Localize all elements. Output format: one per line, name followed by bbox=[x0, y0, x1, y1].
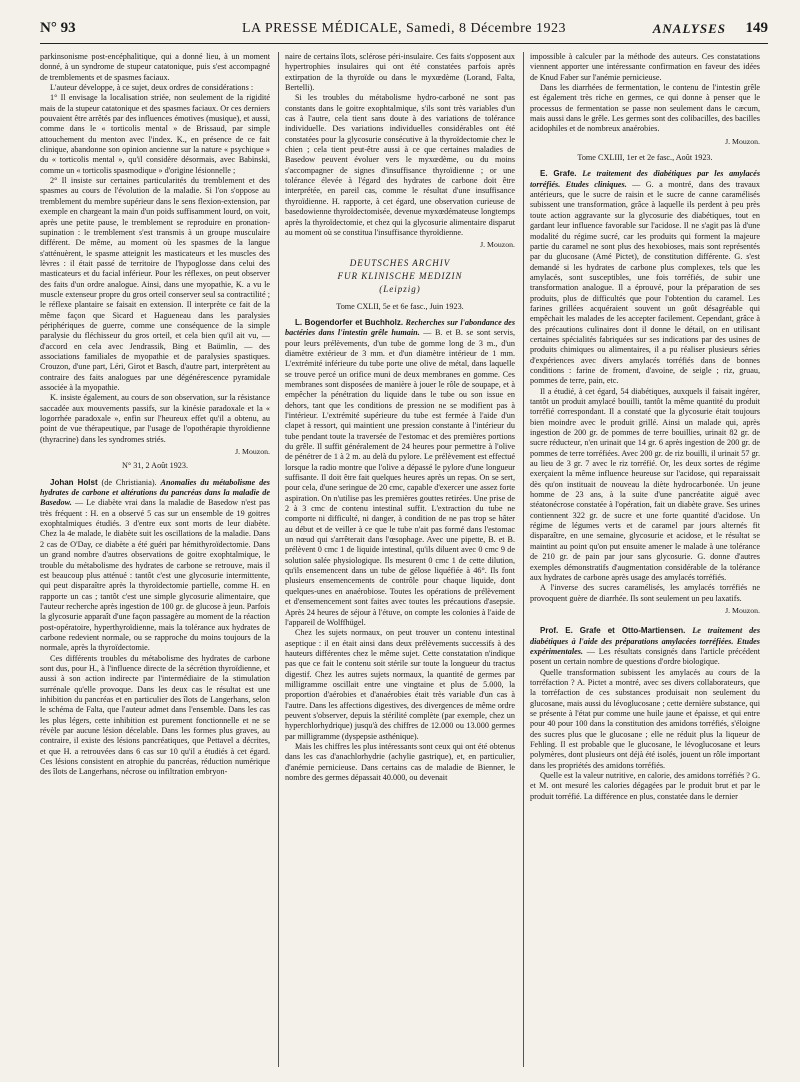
signature: J. Mouzon. bbox=[235, 447, 270, 457]
signature: J. Mouzon. bbox=[480, 240, 515, 250]
paragraph: L'auteur développe, à ce sujet, deux ordres de considérations : bbox=[50, 83, 254, 93]
abstract-title: Le traitement des diabétiques par les amylacés torréfiés. Etudes cliniques. bbox=[530, 169, 760, 189]
paragraph: 2° Il insiste sur certaines particularités du tremblement et des spasmes au cours de l'évolution de la maladie. Si l'on s'oppose au tremblement du membre supérieur dans le sens flexion-extension, par exemple en chargeant la main d'un poids suffisamment lourd, on voit, après une petite pause, le tremblement se reproduire en pronation-supination : le tremblement s'est transmis à un groupe musculaire différent. De même, au moment où les spasmes de la langue s'atténuèrent, le spasme atteignit les masticateurs et les muscles des lèvres : il était passé de territoire de l'hypoglosse dans celui des masticateurs et du facial inférieur. Pour les réflexes, on peut observer des faits d'un ordre analogue. Ainsi, dans une myopathie, K. a vu le muscle extenseur propre du gros orteil conserver seul sa contractilité ; le réflexe plantaire se faisait en extension. Il interprète ce fait de la même façon que Sicard et Hagueneau dans les paralysies périphériques de guerre, comme une conséquence de la simple paralysie du fléchisseur du gros orteil, et cela bien qu'il ait vu, — d'accord en cela avec Jendrassik, Bing et Baümlin, — des associations familiales de myopathie et de paralysies spastiques. Crouzon, d'une part, Léri, Girot et Basch, d'autre part, interprètent au contraire des faits analogues par une dégénérescence pyramidale associée à la myopathie. bbox=[40, 176, 270, 392]
abstract bbox=[530, 626, 760, 667]
author: E. Grafe. bbox=[540, 169, 577, 179]
paragraph: Dans les diarrhées de fermentation, le contenu de l'intestin grêle est également très riche en germes, ce qui donne à penser que le processus de fermentation se passe non seulement dans le cæcum, mais aussi dans le grêle. Les germes sont des colibacilles, des bacilles acidophiles et de nombreux anaérobies. bbox=[530, 83, 760, 134]
paragraph: Si les troubles du métabolisme hydro-carboné ne sont pas constants dans le goitre exophtalmique, s'ils sont très variables d'un cas à l'autre, cela tient sans doute à des variations de tolérance individuelle. Des variations individuelles considérables ont été constatées pour la glycosurie consécutive à la thyroïdectomie chez le chien ; cela tient peut-être aussi à ce que certaines maladies de Basedow peuvent évoluer vers le myxœdème, ou du moins s'accompagner de signes d'insuffisance thyroïdienne ; or une tolérance élevée à l'égard des hydrates de carbone doit être interprétée, en pareil cas, comme le résultat d'une insuffisance thyroïdienne. H. rapporte, à cet égard, une observation curieuse de basedowienne thyroïdectomisée, devenue myxœdémateuse longtemps après la thyroïdectomie, et chez qui la glycosurie alimentaire disparut au moment où se constitua l'insuffisance thyroïdienne. bbox=[285, 93, 515, 237]
page-number: 149 bbox=[745, 20, 768, 36]
journal-name-line: FUR KLINISCHE MEDIZIN bbox=[337, 270, 463, 281]
column-2 bbox=[285, 52, 515, 1072]
abstract bbox=[285, 318, 515, 628]
section-title: ANALYSES bbox=[652, 21, 726, 36]
paragraph: Quelle est la valeur nutritive, en calorie, des amidons torréfiés ? G. et M. ont mesuré les calories dégagées par le produit brut et par le produit torréfié. La différence en plus, constatée dans le dernier bbox=[530, 771, 760, 801]
paragraph: K. insiste également, au cours de son observation, sur la résistance saccadée aux mouvements passifs, sur la kinésie paradoxale et la « logorrhée paradoxale », enfin sur l'heureux effet qu'il a obtenu, au point de vue thérapeutique, par l'usage de l'opothérapie thyroïdienne (thyracrine) dans les syndromes striés. bbox=[40, 393, 270, 444]
volume-line: Tome CXLII, 5e et 6e fasc., Juin 1923. bbox=[336, 301, 464, 311]
abstract-title: Anomalies du métabolisme des hydrates de carbone et altérations du pancréas dans la maladie de Basedow. bbox=[40, 477, 270, 508]
paragraph: Il a étudié, à cet égard, 54 diabétiques, auxquels il faisait ingérer, tantôt un produit amylacé bouilli, tantôt la même quantité du produit torréfié correspondant. Il a constaté que la glycosurie était toujours bien moindre avec le produit grillé. Ainsi un malade qui, après ingestion de 200 gr. de pommes de terre bouillies, urinait 82 gr. de sucre réducteur, n'en urinait que 14 gr. 6 après ingestion de 200 gr. de pommes de terre torréfiées. Avec 200 gr. de riz bouilli, il urinait 57 gr. au lieu de 3 gr. 7 avec le riz torréfié. Or, les deux sortes de régime exerçaient la même influence heureuse sur l'acidose, qui reparaissait dès qu'on instituait de nouveau la diète hydrocarbonée. Un jeune homme de 23 ans, à la suite d'une pancréatite aiguë avec stéatonécrose constatée à l'opération, fait un diabète grave. Ses urines contiennent 322 gr. de sucre et une forte quantité d'acidose. Un régime de légumes verts et de caramel par jours alternés fit disparaître, en une semaine, glycosurie et acidose, et le résultat se maintint au point qu'on put ensuite amener le malade à une tolérance de 210 gr. de pain par jour sans glycosurie. G. donne d'autres exemples démonstratifs d'augmentation considérable de la tolérance aux hydrates de carbone après usage des amylacés torréfiés. bbox=[530, 386, 760, 582]
journal-name bbox=[285, 257, 515, 296]
volume-line: Tome CXLIII, 1er et 2e fasc., Août 1923. bbox=[577, 153, 713, 163]
abstract-text: — Les résultats consignés dans l'article précédent posent un certain nombre de questions d'ordre biologique. bbox=[530, 646, 760, 667]
author: Prof. E. Grafe et Otto-Martiensen. bbox=[540, 626, 686, 636]
paragraph: Ces différents troubles du métabolisme des hydrates de carbone sont dus, pour H., à l'influence directe de la sécrétion thyroïdienne, et aussi à son action indirecte par l'intermédiaire de la stimulation surrénale qu'elle provoque. Dans les deux cas le résultat est une inhibition du pancréas et en particulier des îlots de Langerhans, selon le schéma de Falta, que l'auteur admet dans l'ensemble. Dans les cas les plus légers, cette inhibition est purement fonctionnelle et ne se révèle par aucune lésion décelable. Dans les formes plus graves, au contraire, il existe des lésions pancréatiques, que Pettavel a décrites, et que H. a retrouvées dans 6 cas sur 10 qu'il a étudiés à cet égard. Ces lésions consistent en atrophie du pancréas, réduction numérique des îlots de Langerhans, nécrose ou infiltration embryon- bbox=[40, 653, 270, 777]
paragraph: naire de certains îlots, sclérose péri-insulaire. Ces faits s'opposent aux hypertrophies insulaires qui ont été constatées parfois après extirpation de la thyroïde ou dans le myxœdème (Lorand, Falta, Bertelli). bbox=[285, 52, 515, 93]
author-place: (de Christiania). bbox=[97, 477, 161, 487]
signature: J. Mouzon. bbox=[725, 605, 760, 615]
header-rule bbox=[40, 43, 768, 44]
column-divider bbox=[278, 52, 279, 1067]
journal-title: LA PRESSE MÉDICALE, Samedi, 8 Décembre 1923 bbox=[241, 21, 567, 36]
issue-number: N° 93 bbox=[40, 20, 76, 36]
paragraph: A l'inverse des sucres caramélisés, les amylacés torréfiés ne provoquent guère de diarrhée. Ils sont seulement un peu laxatifs. bbox=[530, 583, 760, 603]
paragraph: Quelle transformation subissent les amylacés au cours de la torréfaction ? A. Pictet a montré, avec ses divers collaborateurs, que la torréfaction de ces substances produisait non seulement du glucosane, mais aussi du lévoglucosane ; cette dernière substance, qui se présente à l'état pur comme une huile jaune et épaisse, et qui entre pour 40 pour 100 dans la constitution des amidons torréfiés, s'éloigne des sucres plus que le glucosane ; elle ne réduit plus la liqueur de Fehling. Il est probable que le glucosane, le lévoglucosane et leurs polymères, dont plusieurs ont déjà été isolés, jouent un rôle important dans les propriétés des amidons torréfiés. bbox=[530, 667, 760, 770]
page-header bbox=[40, 20, 768, 42]
paragraph: Chez les sujets normaux, on peut trouver un contenu intestinal aseptique : il en était ainsi dans deux prélèvements successifs à des hauteurs différentes chez le même sujet. Cette constatation n'indique pas que ce fait le contenu soit stérile sur toute la longueur du tractus digestif. Chez les autres sujets normaux, la quantité de germes par milligramme oscillait entre une vingtaine et plus de 5.000, la proportion d'aérobies et d'anaérobies était très variable d'un cas à l'autre. Dans les affections digestives, des divergences de même ordre peuvent s'observer, depuis la stérilité complète (par exemple, chez un hyperchlorhydrique) jusqu'à des chiffres de 12.000 ou 13.000 germes par milligramme (dyspepsie asthénique). bbox=[285, 628, 515, 741]
abstract-text: — B. et B. se sont servis, pour leurs prélèvements, d'un tube de gomme long de 3 m., d'un diamètre extérieur de 3 mm. et d'un diamètre intérieur de 1 mm. L'extrémité inférieure du tube porte une olive de métal, dans laquelle se trouve percé un orifice muni de deux membranes en gomme. Ces membranes sont disposées de manière à jouer le rôle de soupape, et à empêcher la pénétration du liquide dans le tube ou son issue en dehors, tant que les conditions de pression ne se modifient pas à l'intérieur. L'extrémité supérieure du tube est fermée à l'aide d'un clapet à ressort, qui maintient une pression constante à l'intérieur du tube pendant toute la traversée de l'estomac et des premières portions du grêle. Il suffit généralement de 24 heures pour permettre à l'olive de pénétrer de 1 à 2 m. au delà du pylore. Le prélèvement est effectué lorsque la radio montre que l'olive a dépassé le pylore d'une longueur suffisante. Il doit être fait quelques heures après un repas. On se sert, pour cela, d'une seringue de 20 cmc, capable d'exercer une assez forte aspiration. On n'utilise pas les premières gouttes retirées. Une prise de 2 à 3 cmc de contenu intestinal suffit. L'extraction du tube ne comporte ni difficulté, ni danger, à condition de ne pas trop se hâter au début et de veiller à ce que le tube n'ait pas formé dans l'estomac un nœud qui s'arrêterait dans l'œsophage. Avec une pipette, B. et B. prélèvent 0 cmc 1 de liquide intestinal, qu'ils diluent avec 0 cmc 9 de solution salée physiologique. Ils mesurent 0 cmc 1 de cette dilution, qu'ils ensemencent dans un tube de gélose liquéfiée à 46°. Ils font plusieurs ensemencements de contrôle pour chaque liquide, dont quelques-unes en anaérobiose. Toutes les opérations de prélèvement et d'ensemencement sont faites avec toutes les précautions d'asepsie. Après 24 heures de séjour à l'étuve, on compte les colonies à l'aide de l'appareil de Wolffhügel. bbox=[285, 328, 515, 627]
column-divider bbox=[523, 52, 524, 1067]
journal-city: (Leipzig) bbox=[379, 283, 421, 294]
author: L. Bogendorfer et Buchholz. bbox=[295, 317, 404, 327]
paragraph: Mais les chiffres les plus intéressants sont ceux qui ont été obtenus dans les cas d'anachlorhydrie (achylie gastrique), et, en particulier, d'anémie pernicieuse. Dans certains cas de maladie de Bienner, le nombre des germes dépassait 40.000, ou devenait bbox=[285, 741, 515, 782]
abstract bbox=[530, 169, 760, 386]
signature: J. Mouzon. bbox=[725, 136, 760, 146]
issue-date: N° 31, 2 Août 1923. bbox=[121, 461, 189, 471]
abstract-title: Recherches sur l'abondance des bactéries dans l'intestin grêle humain. bbox=[285, 317, 515, 338]
column-1 bbox=[40, 52, 270, 1072]
author: Johan Holst bbox=[50, 477, 98, 487]
abstract-title: Le traitement des diabétiques à l'aide des préparations amylacées torréfiées. Etudes expérimentales. bbox=[530, 626, 760, 656]
paragraph: 1° Il envisage la localisation striée, non seulement de la rigidité mais de la stupeur catatonique et des spasmes faciaux. Or ces derniers pouvaient être arrêtés par des influences émotives (musique), et aussi, comme dans le « torticolis mental » de Brissaud, par simple attouchement du menton avec l'index. K., en présence de ce fait clinique, abandonne son opinion ancienne sur la nature « psychique » du « torticolis mental », qu'il considère désormais, avec Babinski, comme un « torticolis spasmodique » d'origine lésionnelle ; bbox=[40, 93, 270, 175]
abstract-text: — Le diabète vrai dans la maladie de Basedow n'est pas très fréquent : H. en a observé 5 cas sur un ensemble de 19 goitres exophtalmiques étudiés. 3 d'entre eux sont morts de leur diabète. Chez la 4e malade, le diabète suit les oscillations de la maladie. Dans 2 cas de O'Day, ce diabète a été guéri par hémithyroïdectomie. Dans un grand nombre d'autres observations de goitre exophtalmique, le trouble du métabolisme des hydrates de carbone se retrouve, mais il est beaucoup plus atténué : tantôt c'est une glycosurie intermittente, qui peut disparaître après la thyroïdectomie partielle, comme H. en rapporte un cas ; tantôt c'est une simple glycosurie alimentaire, que l'auteur recherche après ingestion de 100 gr. de glucose à jeun. Parfois la glycosurie apparaît d'une façon passagère au moment de la réaction post-opératoire, hyperthyroïdienne, mais la tolérance aux hydrates de carbone redevient normale, ou se rapproche du moins toujours de la normale, après la thyroïdectomie. bbox=[40, 498, 270, 653]
abstract bbox=[40, 478, 270, 654]
paragraph: parkinsonisme post-encéphalitique, qui a donné lieu, à un moment donné, à un syndrome de stupeur catatonique, puis s'est accompagné de tremblements et de spasmes faciaux. bbox=[40, 52, 270, 82]
abstract-text: — G. a montré, dans des travaux antérieurs, que le sucre de raisin et le sucre de canne caramélisés subissent une transformation, grâce à laquelle ils perdent à peu près toute action aggravante sur la glycosurie des diabétiques, tout en gardant leur influence favorable sur l'acidose. Il ne s'agit pas là d'une modalité du régime sucré, car les produits qui forment la majeure partie du caramel ne sont plus des hexobioses, mais sont représentés par du glucosane (Amé Pictet), de constitution différente. G. s'est demandé si les hydrates de carbone plus complexes, tels que les amylacés, sont susceptibles, une fois torréfiés, de subir une transformation analogue. Il a éprouvé, pour la préparation de ses produits, plus de difficultés que pour l'obtention du caramel. Les farines grillées acquéraient souvent un goût désagréable qui empêchait les malades de les accepter facilement. Cependant, grâce à des précautions culinaires dont il donne le détail, on en utilisant certaines spécialités fabriquées sur ses indications par des usines de produits chimiques ou alimentaires, il a pu réaliser plusieurs séries d'expériences avec divers amylacés torréfiés dans de bonnes conditions : farine de froment, d'avoine, de seigle ; riz, gruau, pommes de terre, pain, etc. bbox=[530, 179, 760, 386]
column-3 bbox=[530, 52, 760, 1072]
journal-name-line: DEUTSCHES ARCHIV bbox=[349, 257, 451, 268]
paragraph: impossible à calculer par la méthode des auteurs. Ces constatations viennent apporter une intéressante confirmation en faveur des idées de Knud Faber sur l'anémie pernicieuse. bbox=[530, 52, 760, 82]
